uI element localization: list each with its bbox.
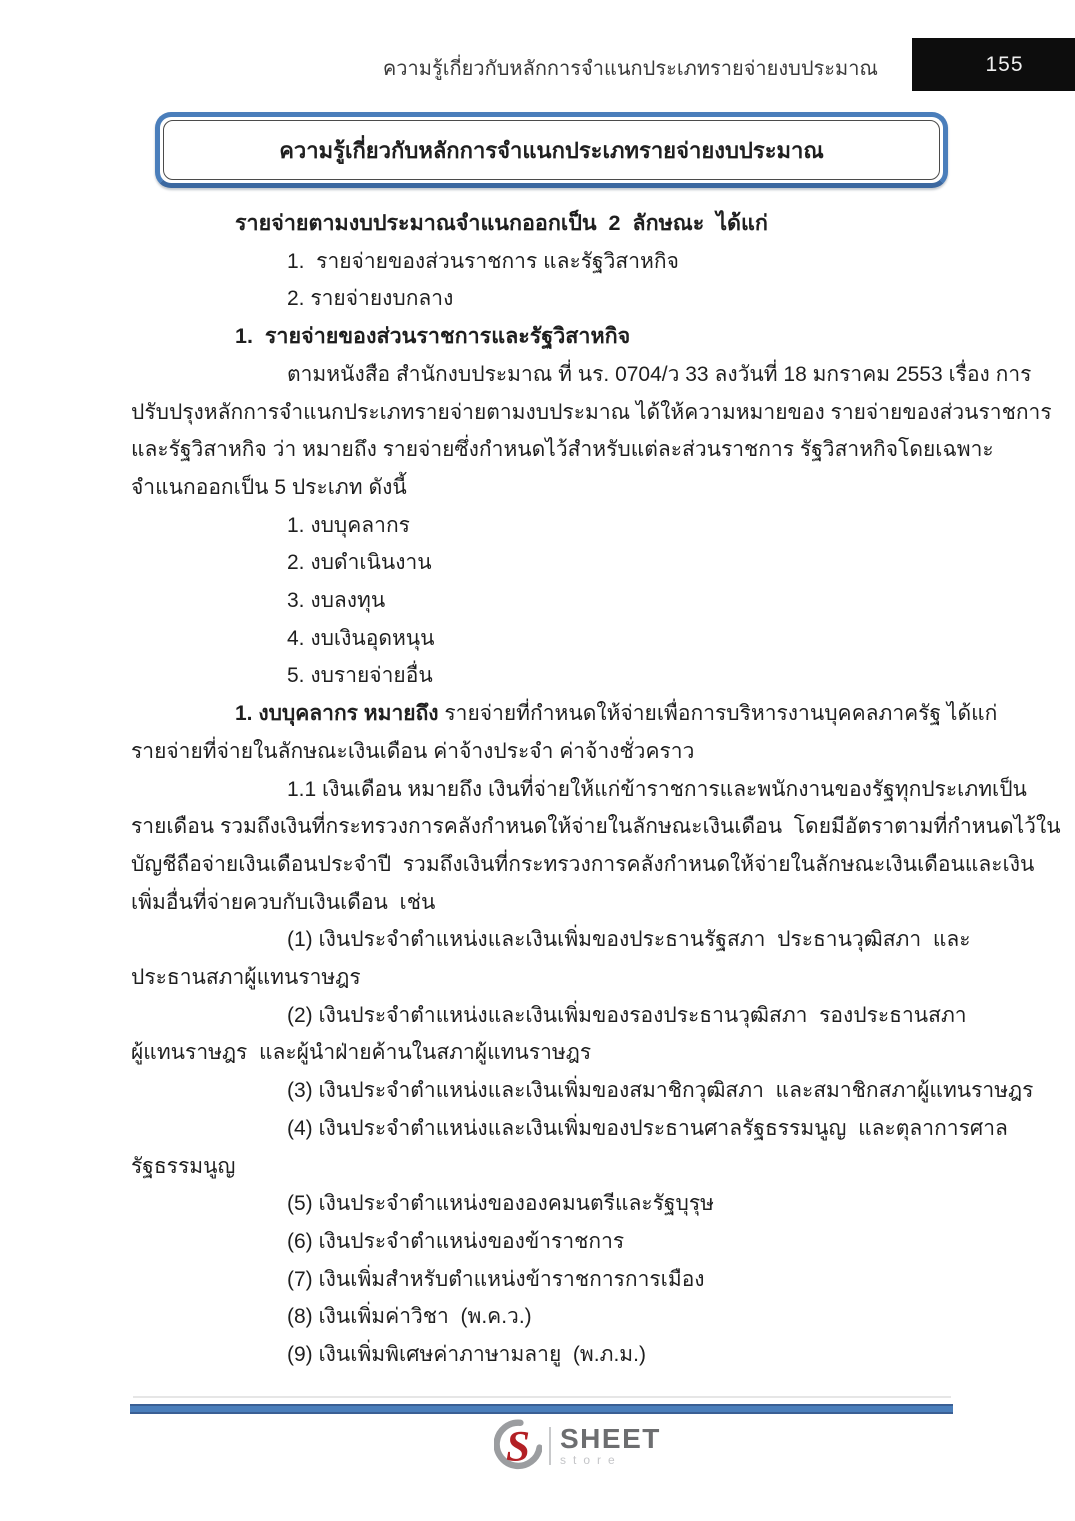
body-line: 1. รายจ่ายของส่วนราชการและรัฐวิสาหกิจ	[235, 324, 631, 349]
body-line: จำแนกออกเป็น 5 ประเภท ดังนี้	[131, 475, 407, 499]
body-line: บัญชีถือจ่ายเงินเดือนประจำปี รวมถึงเงินที่กระทรวงการคลังกำหนดให้จ่ายในลักษณะเงินเดือนและเงิน	[131, 852, 1035, 876]
body-line: (7) เงินเพิ่มสำหรับตำแหน่งข้าราชการการเมือง	[287, 1267, 705, 1291]
body-line: และรัฐวิสาหกิจ ว่า หมายถึง รายจ่ายซึ่งกำหนดไว้สำหรับแต่ละส่วนราชการ รัฐวิสาหกิจโดยเฉพาะ	[131, 438, 994, 462]
body-line: (1) เงินประจำตำแหน่งและเงินเพิ่มของประธานรัฐสภา ประธานวุฒิสภา และ	[287, 928, 971, 952]
body-line: 1. รายจ่ายของส่วนราชการ และรัฐวิสาหกิจ	[287, 249, 679, 273]
body-line: (4) เงินประจำตำแหน่งและเงินเพิ่มของประธานศาลรัฐธรรมนูญ และตุลาการศาล	[287, 1116, 1008, 1140]
page-number-box	[912, 38, 1075, 91]
sheet-store-logo	[494, 1418, 661, 1474]
page-title: ความรู้เกี่ยวกับหลักการจำแนกประเภทรายจ่ายงบประมาณ	[279, 137, 824, 163]
body-text	[131, 205, 1061, 1374]
title-box-inner-border	[163, 120, 940, 180]
title-box	[155, 112, 948, 188]
page-number: 155	[985, 52, 1024, 76]
body-line: ผู้แทนราษฎร และผู้นำฝ่ายค้านในสภาผู้แทนราษฎร	[131, 1041, 592, 1065]
body-line: (8) เงินเพิ่มค่าวิชา (พ.ค.ว.)	[287, 1305, 532, 1329]
logo-brand-text: SHEET	[560, 1422, 661, 1454]
body-line: ประธานสภาผู้แทนราษฎร	[131, 966, 361, 990]
body-line: 4. งบเงินอุดหนุน	[287, 626, 435, 650]
body-line: (9) เงินเพิ่มพิเศษค่าภาษามลายู (พ.ภ.ม.)	[287, 1343, 646, 1367]
body-line: (2) เงินประจำตำแหน่งและเงินเพิ่มของรองประธานวุฒิสภา รองประธานสภา	[287, 1003, 967, 1027]
body-line: รายเดือน รวมถึงเงินที่กระทรวงการคลังกำหนดให้จ่ายในลักษณะเงินเดือน โดยมีอัตราตามที่กำหนดไว้ใน	[131, 815, 1061, 839]
running-header-title: ความรู้เกี่ยวกับหลักการจำแนกประเภทรายจ่ายงบประมาณ	[382, 58, 878, 80]
body-line: 1.1 เงินเดือน หมายถึง เงินที่จ่ายให้แก่ข้าราชการและพนักงานของรัฐทุกประเภทเป็น	[287, 777, 1027, 801]
body-line: (6) เงินประจำตำแหน่งของข้าราชการ	[287, 1229, 625, 1253]
body-line: 1. งบบุคลากร หมายถึง รายจ่ายที่กำหนดให้จ่ายเพื่อการบริหารงานบุคคลภาครัฐ ได้แก่	[235, 702, 998, 726]
body-line: 3. งบลงทุน	[287, 589, 386, 613]
footer-shadow-line	[133, 1396, 951, 1398]
body-line: ปรับปรุงหลักการจำแนกประเภทรายจ่ายตามงบประมาณ ได้ให้ความหมายของ รายจ่ายของส่วนราชการ	[131, 400, 1052, 424]
body-line: รายจ่ายที่จ่ายในลักษณะเงินเดือน ค่าจ้างประจำ ค่าจ้างชั่วคราว	[131, 739, 695, 763]
logo-sub-text: store	[560, 1452, 622, 1467]
s-logo-icon	[494, 1418, 542, 1474]
body-line: 2. งบดำเนินงาน	[287, 551, 432, 575]
body-line: เพิ่มอื่นที่จ่ายควบกับเงินเดือน เช่น	[131, 890, 436, 914]
body-line: รายจ่ายตามงบประมาณจำแนกออกเป็น 2 ลักษณะ ได้แก่	[235, 211, 768, 235]
body-line: (5) เงินประจำตำแหน่งขององคมนตรีและรัฐบุรุษ	[287, 1192, 714, 1216]
body-line: (3) เงินประจำตำแหน่งและเงินเพิ่มของสมาชิกวุฒิสภา และสมาชิกสภาผู้แทนราษฎร	[287, 1079, 1034, 1103]
body-line: 2. รายจ่ายงบกลาง	[287, 287, 454, 311]
footer-divider-rule	[130, 1404, 953, 1414]
logo-divider	[549, 1427, 551, 1465]
body-line: 1. งบบุคลากร	[287, 513, 410, 537]
body-line: รัฐธรรมนูญ	[131, 1154, 236, 1178]
body-line: ตามหนังสือ สำนักงบประมาณ ที่ นร. 0704/ว 33 ลงวันที่ 18 มกราคม 2553 เรื่อง การ	[287, 362, 1032, 386]
svg-text:S: S	[505, 1423, 531, 1471]
body-line: 5. งบรายจ่ายอื่น	[287, 664, 433, 688]
